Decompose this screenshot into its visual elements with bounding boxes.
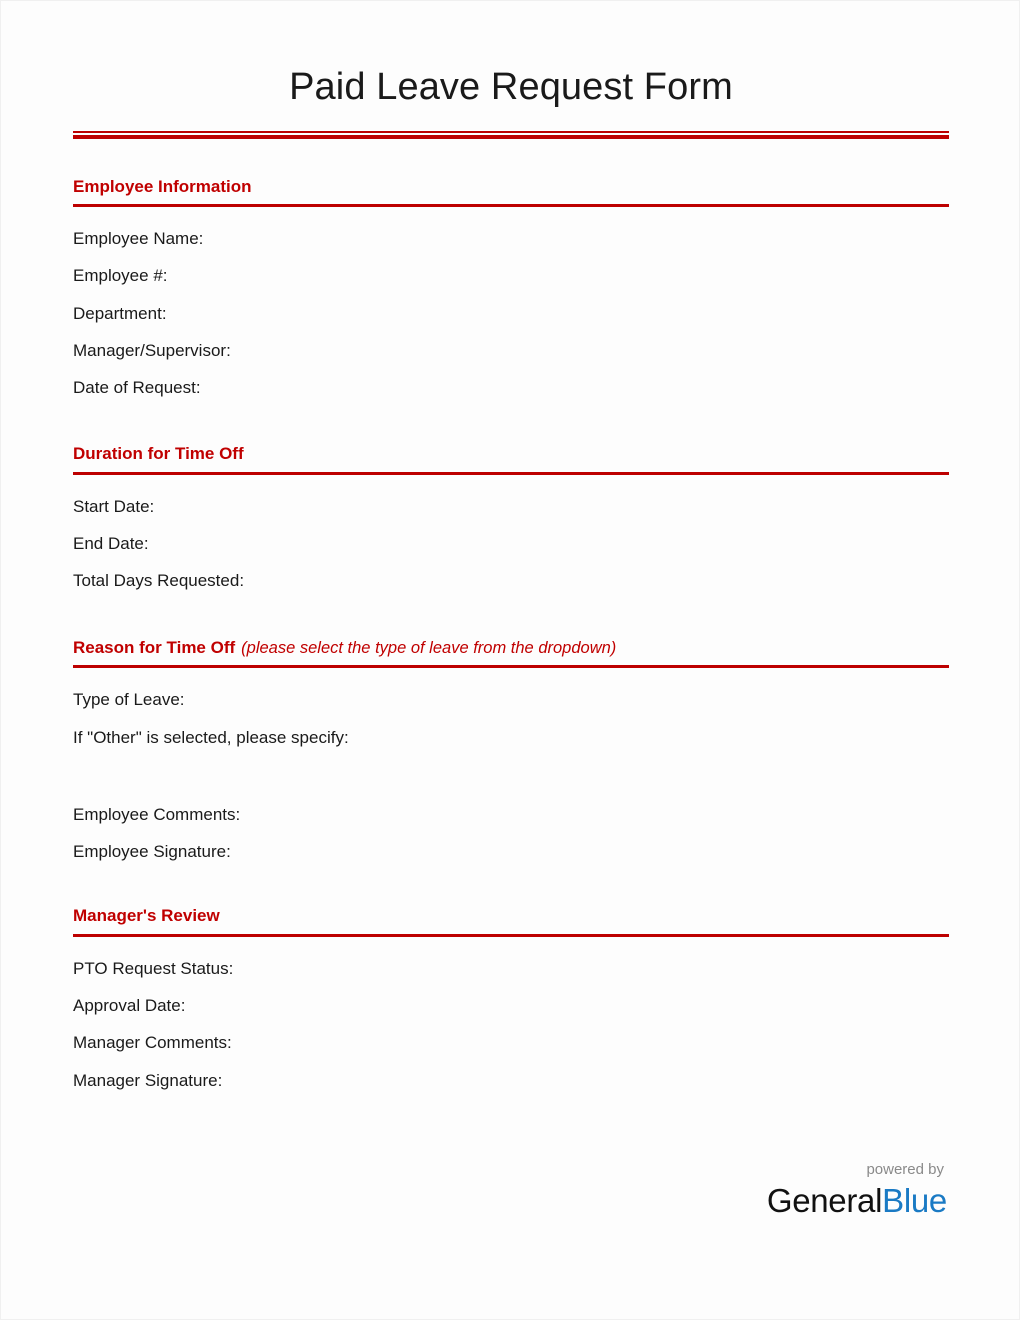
powered-by-label: powered by xyxy=(866,1161,944,1178)
field-employee-number[interactable]: Employee #: xyxy=(73,266,168,286)
section-heading-label: Manager's Review xyxy=(73,906,220,926)
section-heading-label: Reason for Time Off xyxy=(73,637,236,657)
field-type-of-leave[interactable]: Type of Leave: xyxy=(73,690,185,710)
section-heading-label: Employee Information xyxy=(73,176,252,196)
generalblue-logo xyxy=(767,1184,947,1217)
field-list-managers-review xyxy=(73,937,949,1099)
field-list-duration-for-time-off xyxy=(73,475,949,600)
field-department[interactable]: Department: xyxy=(73,303,167,323)
logo-text-general: General xyxy=(766,1182,883,1219)
field-total-days-requested[interactable]: Total Days Requested: xyxy=(73,571,245,591)
section-heading-employee-information xyxy=(73,177,949,204)
footer-branding xyxy=(767,1162,947,1217)
section-reason-for-time-off xyxy=(73,638,949,871)
field-employee-signature[interactable]: Employee Signature: xyxy=(73,842,231,862)
document-body xyxy=(73,1,949,1099)
field-manager-signature[interactable]: Manager Signature: xyxy=(73,1070,223,1090)
field-other-specify[interactable]: If "Other" is selected, please specify: xyxy=(73,727,349,747)
logo-text-blue: Blue xyxy=(882,1182,947,1219)
field-manager-supervisor[interactable]: Manager/Supervisor: xyxy=(73,340,231,360)
field-list-reason-for-time-off xyxy=(73,668,949,870)
field-manager-comments[interactable]: Manager Comments: xyxy=(73,1033,232,1053)
section-heading-label: Duration for Time Off xyxy=(73,444,244,464)
section-employee-information xyxy=(73,177,949,407)
section-heading-reason-for-time-off xyxy=(73,638,949,666)
field-end-date[interactable]: End Date: xyxy=(73,534,149,554)
title-double-rule xyxy=(73,131,949,139)
field-employee-name[interactable]: Employee Name: xyxy=(73,229,204,249)
field-date-of-request[interactable]: Date of Request: xyxy=(73,378,201,398)
page-title: Paid Leave Request Form xyxy=(289,66,733,108)
section-heading-note: (please select the type of leave from the dropdown) xyxy=(241,638,617,657)
field-pto-request-status[interactable]: PTO Request Status: xyxy=(73,958,234,978)
section-duration-for-time-off xyxy=(73,444,949,599)
field-employee-comments[interactable]: Employee Comments: xyxy=(73,804,241,824)
field-approval-date[interactable]: Approval Date: xyxy=(73,996,186,1016)
section-heading-duration-for-time-off xyxy=(73,444,949,471)
field-start-date[interactable]: Start Date: xyxy=(73,496,155,516)
section-heading-managers-review xyxy=(73,906,949,933)
section-managers-review xyxy=(73,906,949,1098)
field-list-employee-information xyxy=(73,207,949,406)
